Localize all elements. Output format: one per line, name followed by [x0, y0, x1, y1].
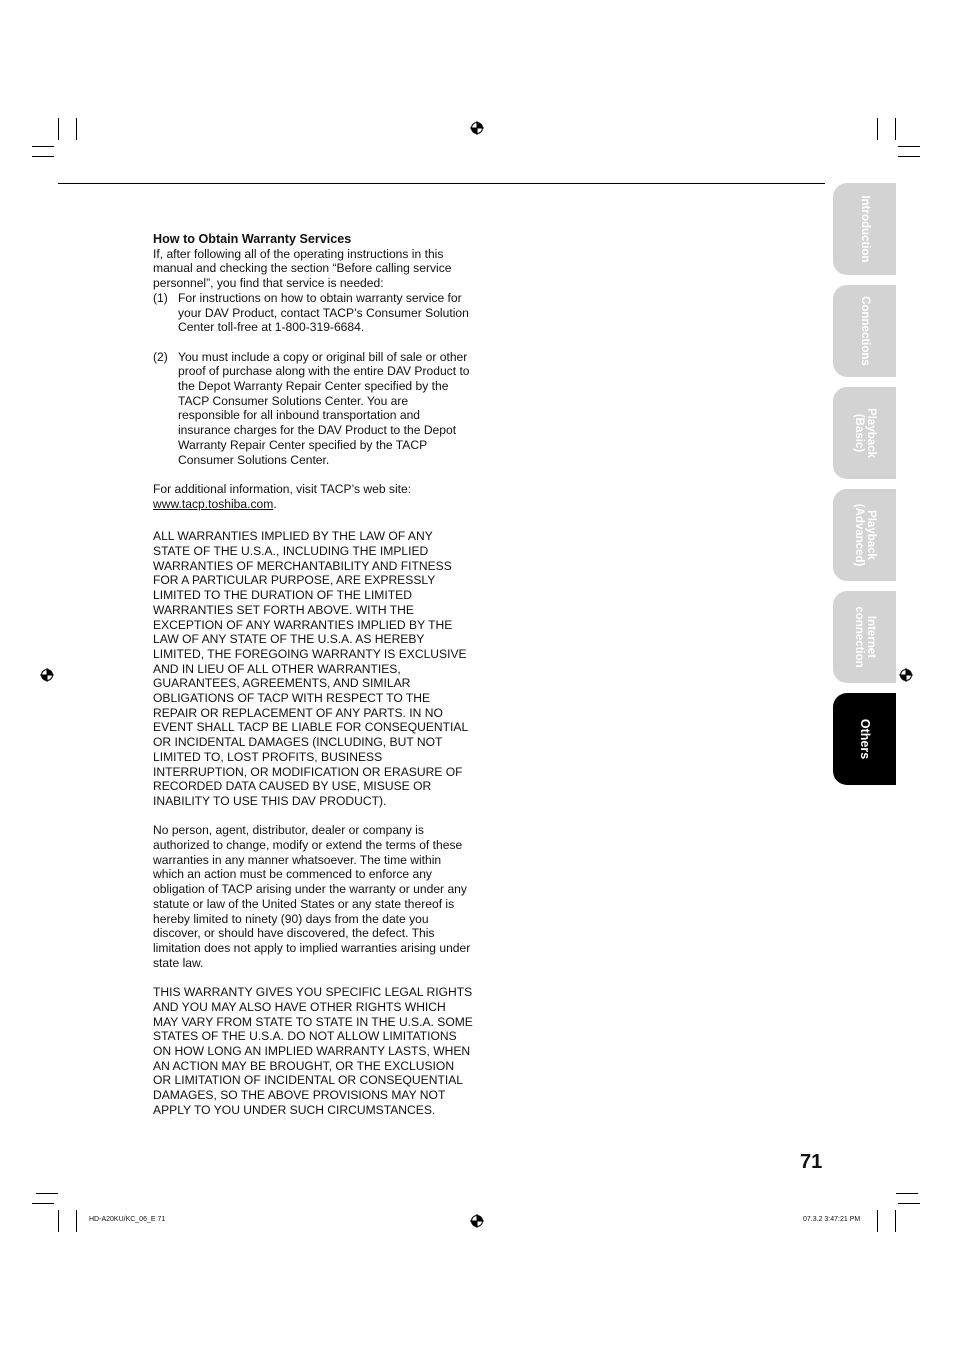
list-item-text: You must include a copy or original bill of sale or other proof of purchase along with the entire DAV Product to the Depot Warranty Repair Center specified by the TACP Consumer Solutions Center. You are responsible for all inbound transportation and insurance charges for the DAV Product to the Depot Warranty Repair Center specified by the TACP Consumer Solutions Center. [178, 349, 470, 467]
footer-file-info: HD-A20KU/KC_06_E 71 [89, 1216, 166, 1223]
header-rule [58, 183, 825, 184]
list-item [153, 291, 473, 335]
list-item-number: (1) [153, 290, 168, 305]
list-item-text: For instructions on how to obtain warranty service for your DAV Product, contact TACP’s Consumer Solution Center toll-free at 1-800-319-6684. [178, 290, 469, 335]
tab-label: Playback (Basic) [852, 408, 877, 458]
registration-mark-icon [470, 121, 484, 135]
crop-mark [898, 146, 920, 147]
crop-mark [898, 1203, 920, 1204]
additional-info-text: For additional information, visit TACP’s web site: [153, 481, 412, 496]
additional-info-paragraph [153, 482, 473, 511]
crop-mark [58, 1210, 59, 1232]
tab-playback-basic[interactable] [833, 387, 896, 479]
registration-mark-icon [470, 1214, 484, 1228]
tab-connections[interactable] [833, 285, 896, 377]
list-item [153, 350, 473, 468]
implied-warranties-disclaimer: ALL WARRANTIES IMPLIED BY THE LAW OF ANY STATE OF THE U.S.A., INCLUDING THE IMPLIED WARRANTIES OF MERCHANTABILITY AND FITNESS FOR A PARTICULAR PURPOSE, ARE EXPRESSLY LIMITED TO THE DURATION OF THE LIMITED WARRANTIES SET FORTH ABOVE. WITH THE EXCEPTION OF ANY WARRANTIES IMPLIED BY THE LAW OF ANY STATE OF THE U.S.A. AS HEREBY LIMITED, THE FOREGOING WARRANTY IS EXCLUSIVE AND IN LIEU OF ALL OTHER WARRANTIES, GUARANTEES, AGREEMENTS, AND SIMILAR OBLIGATIONS OF TACP WITH RESPECT TO THE REPAIR OR REPLACEMENT OF ANY PARTS. IN NO EVENT SHALL TACP BE LIABLE FOR CONSEQUENTIAL OR INCIDENTAL DAMAGES (INCLUDING, BUT NOT LIMITED TO, LOST PROFITS, BUSINESS INTERRUPTION, OR MODIFICATION OR ERASURE OF RECORDED DATA CAUSED BY USE, MISUSE OR INABILITY TO USE THIS DAV PRODUCT). [153, 529, 468, 808]
tab-label: Others [857, 718, 872, 760]
crop-mark [896, 1193, 918, 1194]
registration-mark-icon [40, 668, 54, 682]
tab-label: Connections [858, 296, 871, 366]
crop-mark [895, 118, 896, 140]
crop-mark [76, 1210, 77, 1232]
crop-mark [32, 146, 54, 147]
page-number: 71 [800, 1151, 823, 1173]
warranty-text-column [153, 232, 473, 1117]
tab-internet-connection[interactable] [833, 591, 896, 683]
website-link[interactable]: www.tacp.toshiba.com [153, 496, 274, 511]
crop-mark [898, 156, 920, 157]
intro-paragraph: If, after following all of the operating instructions in this manual and checking the section “Before calling service personnel”, you find that service is needed: [153, 246, 452, 291]
no-person-paragraph: No person, agent, distributor, dealer or company is authorized to change, modify or extend the terms of these warranties in any manner whatsoever. The time within which an action must be commenced to enforce any obligation of TACP arising under the warranty or under any statute or law of the United States or any state thereof is hereby limited to ninety (90) days from the date you discover, or should have discovered, the defect. This limitation does not apply to implied warranties arising under state law. [153, 823, 471, 970]
legal-rights-paragraph: THIS WARRANTY GIVES YOU SPECIFIC LEGAL RIGHTS AND YOU MAY ALSO HAVE OTHER RIGHTS WHICH MAY VARY FROM STATE TO STATE IN THE U.S.A. SOME STATES OF THE U.S.A. DO NOT ALLOW LIMITATIONS ON HOW LONG AN IMPLIED WARRANTY LASTS, WHEN AN ACTION MAY BE BROUGHT, OR THE EXCLUSION OR LIMITATION OF INCIDENTAL OR CONSEQUENTIAL DAMAGES, SO THE ABOVE PROVISIONS MAY NOT APPLY TO YOU UNDER SUCH CIRCUMSTANCES. [153, 985, 473, 1117]
website-period: . [273, 496, 277, 511]
tab-playback-advanced[interactable] [833, 489, 896, 581]
crop-mark [76, 118, 77, 140]
crop-mark [32, 156, 54, 157]
list-item-number: (2) [153, 349, 168, 364]
crop-mark [32, 1203, 54, 1204]
tab-label: Playback (Advanced) [852, 503, 877, 567]
tab-label: Internet connection [852, 606, 877, 668]
tab-others[interactable] [833, 693, 896, 785]
crop-mark [895, 1210, 896, 1232]
crop-mark [58, 118, 59, 140]
registration-mark-icon [899, 668, 913, 682]
crop-mark [36, 1193, 58, 1194]
section-heading: How to Obtain Warranty Services [153, 232, 352, 246]
crop-mark [877, 118, 878, 140]
tab-label: Introduction [858, 195, 871, 263]
crop-mark [877, 1210, 878, 1232]
footer-timestamp: 07.3.2 3:47:21 PM [803, 1216, 861, 1223]
tab-introduction[interactable] [833, 183, 896, 275]
